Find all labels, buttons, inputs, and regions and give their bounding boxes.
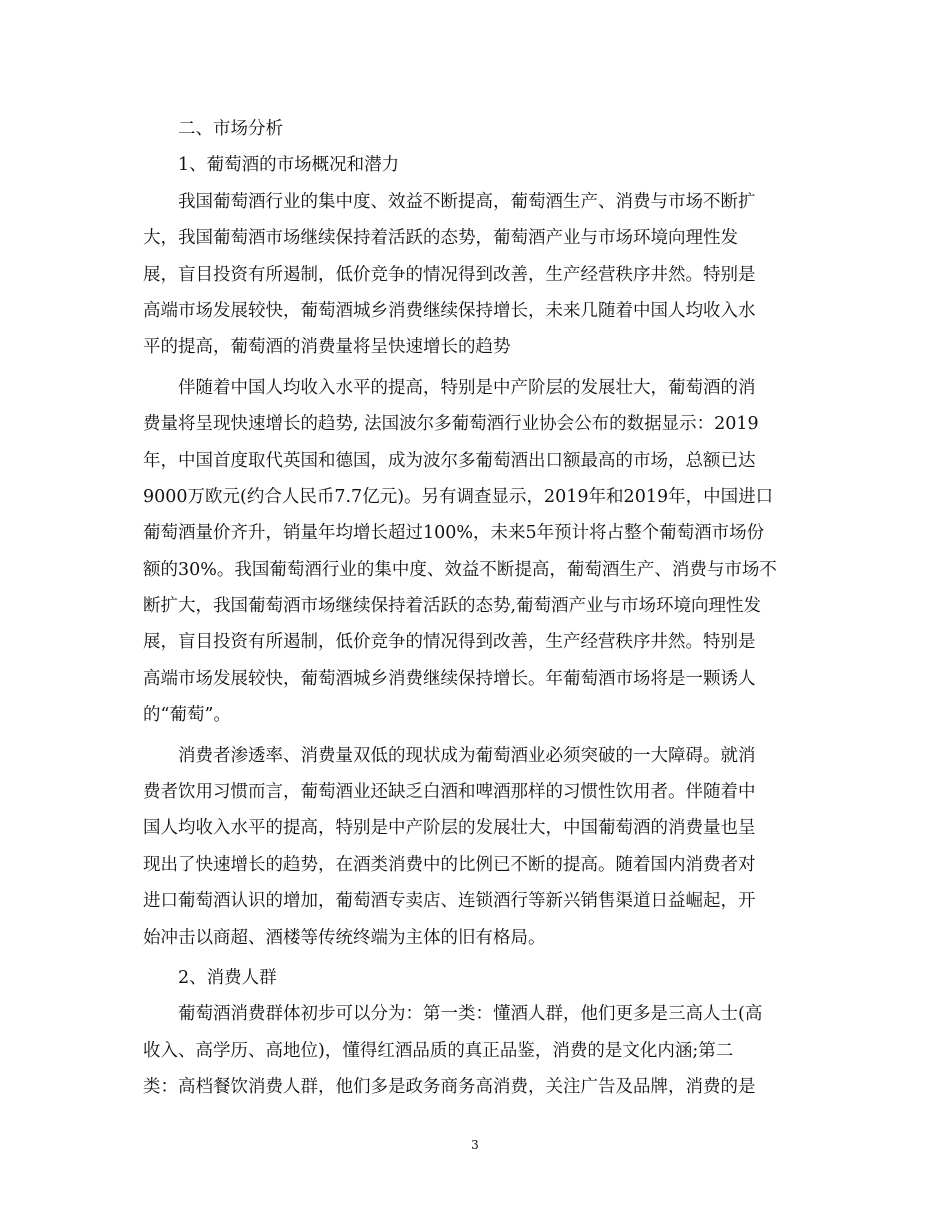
paragraph-line: 9000万欧元(约合人民币7.7亿元)。另有调查显示，2019年和2019年，中国进口 [143,486,774,507]
paragraph-line: 收入、高学历、高地位)，懂得红酒品质的真正品鉴，消费的是文化内涵;第二 [143,1040,734,1061]
paragraph-market-overview [143,184,807,366]
subsection-heading-market-overview: 1、葡萄酒的市场概况和潜力 [178,155,400,176]
paragraph-line: 始冲击以商超、酒楼等传统终端为主体的旧有格局。 [143,927,546,948]
paragraph-growth-trend [143,370,807,734]
paragraph-line: 的“葡萄”。 [143,705,231,726]
paragraph-line: 额的30%。我国葡萄酒行业的集中度、效益不断提高，葡萄酒生产、消费与市场不 [143,559,777,580]
paragraph-line: 消费者渗透率、消费量双低的现状成为葡萄酒业必须突破的一大障碍。就消 [178,745,756,766]
paragraph-line: 葡萄酒消费群体初步可以分为：第一类：懂酒人群，他们更多是三高人士(高 [178,1004,763,1025]
paragraph-line: 国人均收入水平的提高，特别是中产阶层的发展壮大，中国葡萄酒的消费量也呈 [143,818,756,839]
paragraph-line: 展，盲目投资有所遏制，低价竞争的情况得到改善，生产经营秩序井然。特别是 [143,264,756,285]
paragraph-line: 高端市场发展较快，葡萄酒城乡消费继续保持增长，未来几随着中国人均收入水 [143,300,756,321]
paragraph-line: 现出了快速增长的趋势，在酒类消费中的比例已不断的提高。随着国内消费者对 [143,854,756,875]
paragraph-line: 费者饮用习惯而言，葡萄酒业还缺乏白酒和啤酒那样的习惯性饮用者。伴随着中 [143,782,756,803]
paragraph-line: 类：高档餐饮消费人群，他们多是政务商务高消费，关注广告及品牌，消费的是 [143,1077,756,1098]
paragraph-consumer-groups [143,996,807,1105]
paragraph-line: 伴随着中国人均收入水平的提高，特别是中产阶层的发展壮大，葡萄酒的消 [178,377,756,398]
page-content [143,111,807,1106]
paragraph-line: 葡萄酒量价齐升，销量年均增长超过100%，未来5年预计将占整个葡萄酒市场份 [143,523,765,544]
section-heading: 二、市场分析 [178,119,283,139]
paragraph-line: 高端市场发展较快，葡萄酒城乡消费继续保持增长。年葡萄酒市场将是一颗诱人 [143,668,756,689]
paragraph-line: 断扩大，我国葡萄酒市场继续保持着活跃的态势,葡萄酒产业与市场环境向理性发 [143,596,762,617]
paragraph-line: 我国葡萄酒行业的集中度、效益不断提高，葡萄酒生产、消费与市场不断扩 [178,191,756,212]
subsection-heading-consumer-groups: 2、消费人群 [178,967,277,988]
paragraph-line: 费量将呈现快速增长的趋势, 法国波尔多葡萄酒行业协会公布的数据显示：2019 [143,414,759,435]
paragraph-line: 展，盲目投资有所遏制，低价竞争的情况得到改善，生产经营秩序井然。特别是 [143,632,756,653]
paragraph-line: 进口葡萄酒认识的增加，葡萄酒专卖店、连锁酒行等新兴销售渠道日益崛起，开 [143,891,756,912]
paragraph-line: 大，我国葡萄酒市场继续保持着活跃的态势，葡萄酒产业与市场环境向理性发 [143,228,738,249]
paragraph-consumer-penetration [143,738,807,956]
paragraph-line: 年，中国首度取代英国和德国，成为波尔多葡萄酒出口额最高的市场，总额已达 [143,450,756,471]
page-number: 3 [471,1138,479,1152]
paragraph-line: 平的提高，葡萄酒的消费量将呈快速增长的趋势 [143,337,511,358]
